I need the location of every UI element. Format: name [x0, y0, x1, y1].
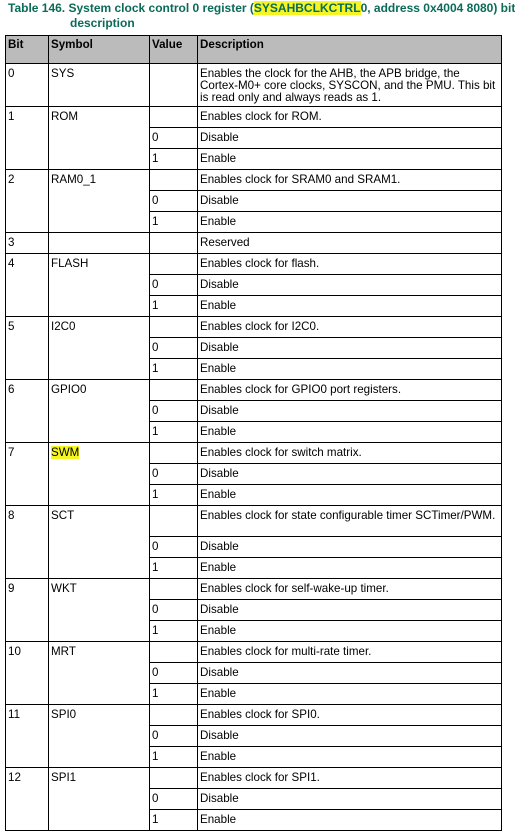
caption-prefix: Table 146. System clock control 0 register ( [8, 1, 254, 15]
symbol-text: GPIO0 [51, 383, 87, 396]
table-row [6, 317, 502, 338]
description-cell: Enable [198, 212, 502, 233]
description-cell: Reserved [198, 233, 502, 254]
symbol-text: SCT [51, 509, 75, 522]
value-cell: 1 [150, 558, 198, 579]
symbol-cell [49, 579, 150, 642]
description-cell: Disable [198, 600, 502, 621]
value-cell [150, 705, 198, 726]
bit-cell: 8 [6, 506, 49, 579]
header-bit: Bit [6, 36, 49, 64]
register-table [5, 35, 502, 831]
value-cell: 0 [150, 128, 198, 149]
description-cell: Disable [198, 726, 502, 747]
table-row [6, 768, 502, 789]
symbol-cell [49, 317, 150, 380]
description-cell: Enable [198, 296, 502, 317]
description-cell: Enables clock for switch matrix. [198, 443, 502, 464]
symbol-cell [49, 233, 150, 254]
description-cell: Disable [198, 401, 502, 422]
bit-cell: 1 [6, 107, 49, 170]
value-cell: 0 [150, 663, 198, 684]
description-cell: Enables the clock for the AHB, the APB bridge, the Cortex-M0+ core clocks, SYSCON, and the PMU. This bit is read only and always reads as 1. [198, 64, 502, 107]
description-cell: Enable [198, 149, 502, 170]
table-row [6, 254, 502, 275]
description-cell: Enable [198, 810, 502, 831]
bit-cell: 0 [6, 64, 49, 107]
header-value: Value [150, 36, 198, 64]
symbol-text: SYS [51, 67, 75, 80]
value-cell: 1 [150, 422, 198, 443]
table-header-row [6, 36, 502, 64]
value-cell: 0 [150, 275, 198, 296]
description-cell: Disable [198, 128, 502, 149]
value-cell: 0 [150, 600, 198, 621]
bit-cell: 3 [6, 233, 49, 254]
bit-cell: 12 [6, 768, 49, 831]
description-cell: Disable [198, 338, 502, 359]
value-cell: 1 [150, 485, 198, 506]
bit-cell: 5 [6, 317, 49, 380]
value-cell: 0 [150, 401, 198, 422]
value-cell: 0 [150, 537, 198, 558]
description-cell: Disable [198, 537, 502, 558]
description-cell: Disable [198, 789, 502, 810]
description-cell: Enable [198, 747, 502, 768]
description-cell: Disable [198, 191, 502, 212]
value-cell: 0 [150, 464, 198, 485]
symbol-cell [49, 64, 150, 107]
bit-cell: 11 [6, 705, 49, 768]
caption-line-2: description [70, 16, 135, 30]
value-cell [150, 64, 198, 107]
table-body [6, 64, 502, 831]
header-symbol: Symbol [49, 36, 150, 64]
caption-suffix: 0, address 0x4004 8080) bit [360, 1, 515, 15]
bit-cell: 6 [6, 380, 49, 443]
value-cell: 1 [150, 810, 198, 831]
description-cell: Enables clock for multi-rate timer. [198, 642, 502, 663]
description-cell: Enables clock for ROM. [198, 107, 502, 128]
symbol-text: ROM [51, 110, 79, 123]
description-cell: Enables clock for state configurable timer SCTimer/PWM. [198, 506, 502, 537]
table-row [6, 170, 502, 191]
description-cell: Enables clock for SPI1. [198, 768, 502, 789]
value-cell: 1 [150, 747, 198, 768]
symbol-cell [49, 380, 150, 443]
value-cell: 0 [150, 789, 198, 810]
description-cell: Disable [198, 464, 502, 485]
description-cell: Enables clock for I2C0. [198, 317, 502, 338]
description-cell: Disable [198, 275, 502, 296]
symbol-text: SWM [51, 446, 80, 459]
symbol-cell [49, 170, 150, 233]
symbol-cell [49, 768, 150, 831]
caption-highlighted-register: SYSAHBCLKCTRL [253, 1, 361, 15]
table-row [6, 64, 502, 107]
symbol-cell [49, 705, 150, 768]
value-cell [150, 443, 198, 464]
description-cell: Disable [198, 663, 502, 684]
value-cell [150, 233, 198, 254]
bit-cell: 7 [6, 443, 49, 506]
table-row [6, 443, 502, 464]
description-cell: Enables clock for SRAM0 and SRAM1. [198, 170, 502, 191]
description-cell: Enables clock for GPIO0 port registers. [198, 380, 502, 401]
value-cell [150, 254, 198, 275]
symbol-cell [49, 506, 150, 579]
value-cell [150, 768, 198, 789]
value-cell [150, 642, 198, 663]
value-cell [150, 506, 198, 537]
bit-cell: 10 [6, 642, 49, 705]
value-cell: 1 [150, 149, 198, 170]
symbol-text: MRT [51, 645, 76, 658]
table-row [6, 579, 502, 600]
symbol-cell [49, 107, 150, 170]
table-row [6, 506, 502, 537]
value-cell: 0 [150, 726, 198, 747]
description-cell: Enable [198, 422, 502, 443]
value-cell: 1 [150, 296, 198, 317]
description-cell: Enables clock for SPI0. [198, 705, 502, 726]
value-cell [150, 170, 198, 191]
symbol-cell [49, 254, 150, 317]
table-row [6, 107, 502, 128]
bit-cell: 2 [6, 170, 49, 233]
table-row [6, 705, 502, 726]
value-cell: 1 [150, 684, 198, 705]
symbol-text: SPI0 [51, 708, 77, 721]
description-cell: Enable [198, 621, 502, 642]
symbol-text: WKT [51, 582, 77, 595]
description-cell: Enable [198, 485, 502, 506]
description-cell: Enable [198, 684, 502, 705]
table-row [6, 233, 502, 254]
description-cell: Enable [198, 359, 502, 380]
bit-cell: 4 [6, 254, 49, 317]
value-cell: 0 [150, 191, 198, 212]
value-cell: 1 [150, 621, 198, 642]
symbol-text: I2C0 [51, 320, 76, 333]
value-cell: 1 [150, 359, 198, 380]
symbol-cell [49, 642, 150, 705]
header-description: Description [198, 36, 502, 64]
table-caption [8, 1, 515, 31]
description-cell: Enables clock for flash. [198, 254, 502, 275]
table-row [6, 380, 502, 401]
symbol-cell [49, 443, 150, 506]
value-cell [150, 107, 198, 128]
bit-cell: 9 [6, 579, 49, 642]
table-row [6, 642, 502, 663]
description-cell: Enable [198, 558, 502, 579]
symbol-text: FLASH [51, 257, 89, 270]
value-cell [150, 380, 198, 401]
value-cell [150, 579, 198, 600]
value-cell: 1 [150, 212, 198, 233]
value-cell: 0 [150, 338, 198, 359]
symbol-text: RAM0_1 [51, 173, 97, 186]
symbol-text: SPI1 [51, 771, 77, 784]
value-cell [150, 317, 198, 338]
description-cell: Enables clock for self-wake-up timer. [198, 579, 502, 600]
